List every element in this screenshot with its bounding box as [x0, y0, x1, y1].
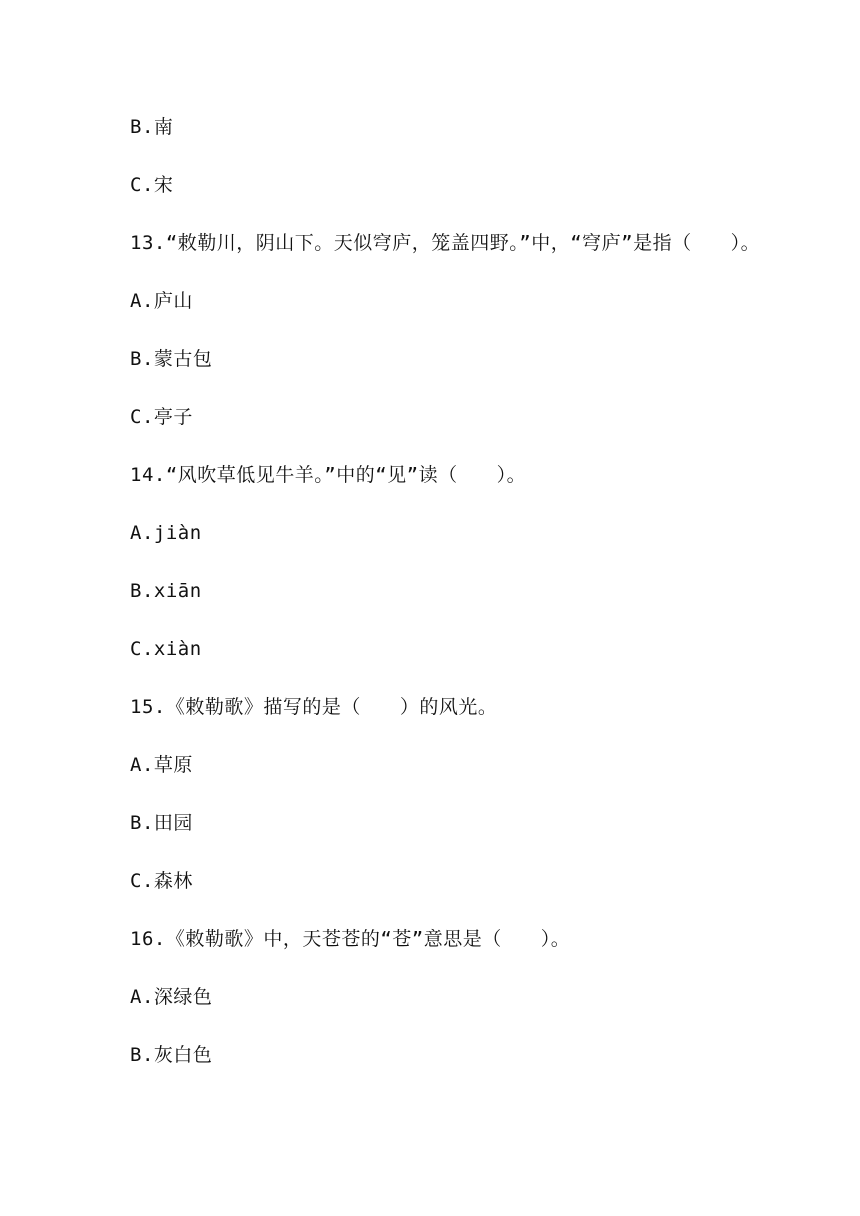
option-c-q12: C.宋 [130, 174, 174, 196]
option-b-q15: B.田园 [130, 812, 193, 834]
option-a-q13: A.庐山 [130, 290, 193, 312]
option-b-q12: B.南 [130, 116, 174, 138]
option-c-q13: C.亭子 [130, 406, 193, 428]
option-b-q14: B.xiān [130, 580, 202, 602]
question-15: 15.《敕勒歌》描写的是（ ）的风光。 [130, 696, 498, 718]
option-b-q16: B.灰白色 [130, 1044, 213, 1066]
option-a-q14: A.jiàn [130, 522, 202, 544]
option-a-q16: A.深绿色 [130, 986, 213, 1008]
option-c-q15: C.森林 [130, 870, 193, 892]
question-14: 14.“风吹草低见牛羊。”中的“见”读（ ）。 [130, 464, 527, 486]
question-13: 13.“敕勒川，阴山下。天似穹庐，笼盖四野。”中，“穹庐”是指（ ）。 [130, 232, 761, 254]
option-a-q15: A.草原 [130, 754, 193, 776]
question-16: 16.《敕勒歌》中，天苍苍的“苍”意思是（ ）。 [130, 928, 571, 950]
option-b-q13: B.蒙古包 [130, 348, 213, 370]
option-c-q14: C.xiàn [130, 638, 202, 660]
